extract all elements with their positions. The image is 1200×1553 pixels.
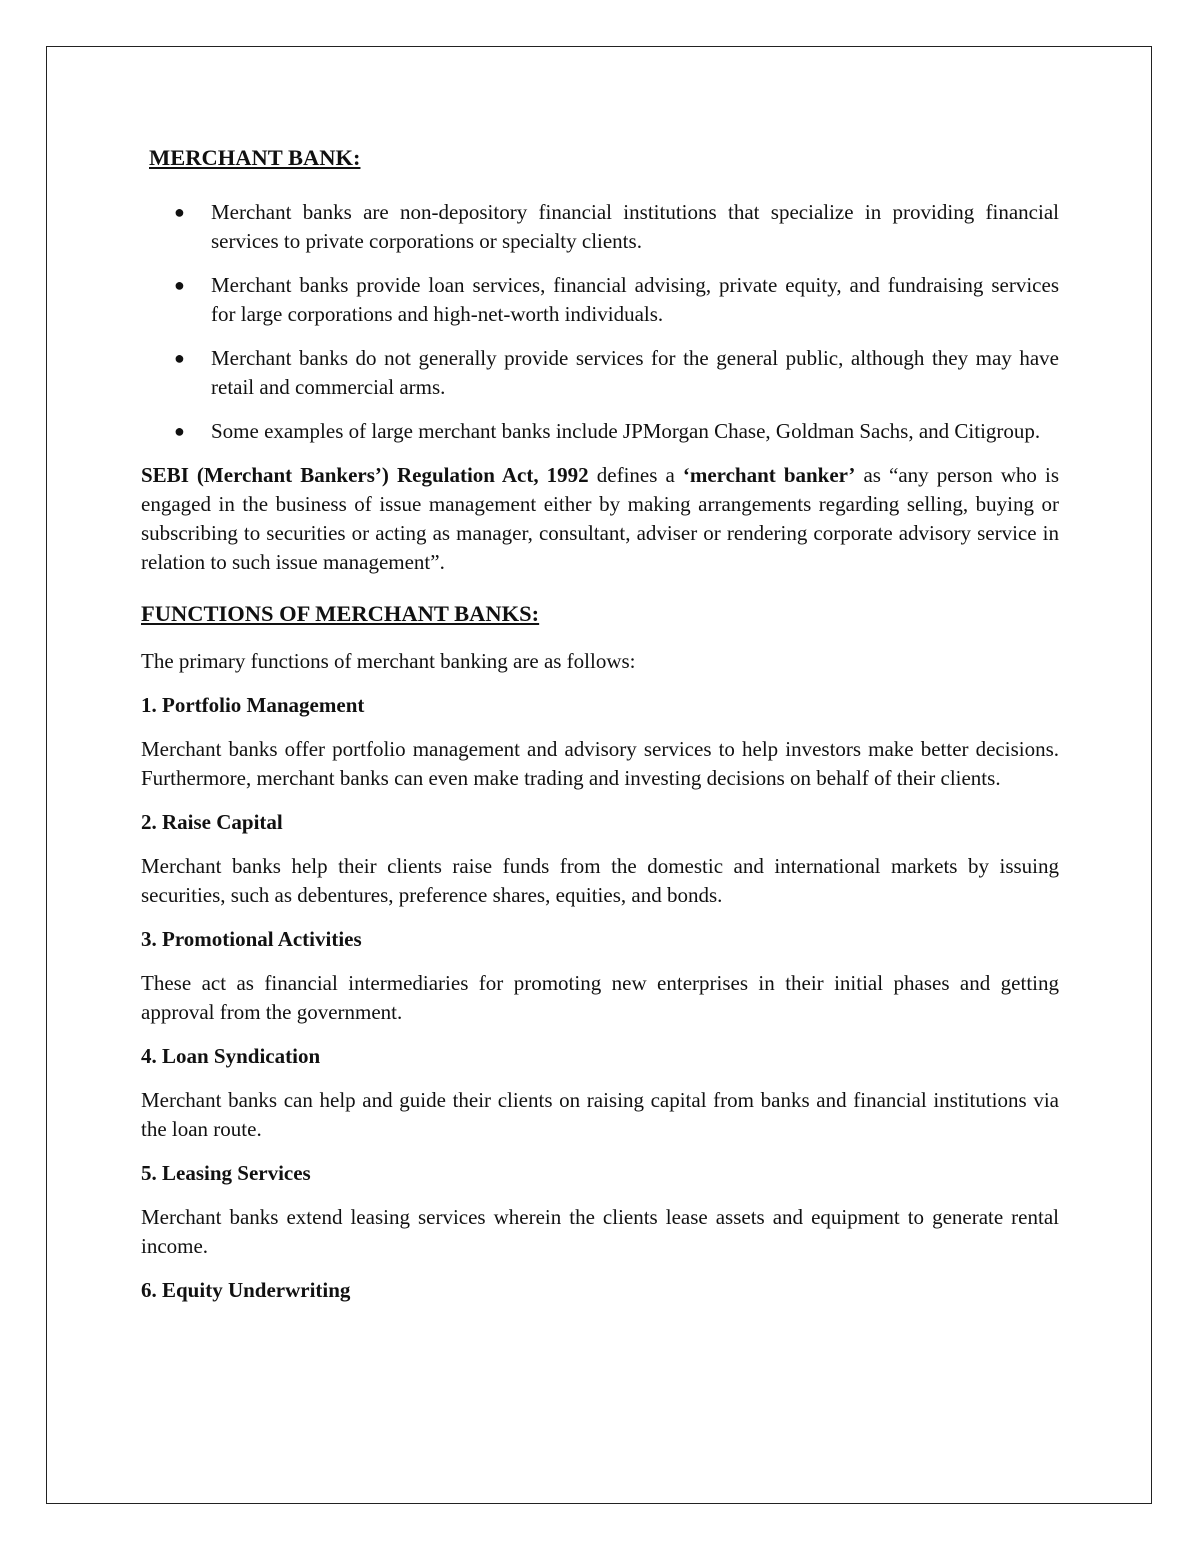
bullet-item [141,198,1059,256]
bullet-icon: ● [174,202,185,222]
functions-intro: The primary functions of merchant banking are as follows: [141,649,636,673]
act-name: SEBI (Merchant Bankers’) Regulation Act, 1992 [141,463,589,487]
bullet-item [141,417,1059,446]
function-body: Merchant banks can help and guide their clients on raising capital from banks and financial institutions via the loan route. [141,1088,1059,1141]
definition-paragraph [141,461,1059,577]
function-body: Merchant banks help their clients raise funds from the domestic and international markets by issuing securities, such as debentures, preference shares, equities, and bonds. [141,854,1059,907]
document-body [141,140,1059,1320]
bullet-icon: ● [174,348,185,368]
bullet-item [141,344,1059,402]
definition-text-1: defines a [588,463,683,487]
bullet-item [141,271,1059,329]
bullet-icon: ● [174,275,185,295]
defined-term: ‘merchant banker’ [682,463,856,487]
definition-text-2: as “any person who is engaged in the business of issue management either by making arrangements regarding selling, buying or subscribing to securities or acting as manager, consultant, adviser or rendering corporate advisory service in relation to such issue management”. [141,463,1060,574]
function-title: 2. Raise Capital [141,810,283,834]
function-body: Merchant banks extend leasing services wherein the clients lease assets and equipment to generate rental income. [141,1205,1059,1258]
bullet-text: Merchant banks provide loan services, financial advising, private equity, and fundraising services for large corporations and high-net-worth individuals. [211,273,1059,326]
bullet-icon: ● [174,421,185,441]
function-body: Merchant banks offer portfolio management and advisory services to help investors make better decisions. Furthermore, merchant banks can even make trading and investing decisions on behalf of their clients. [141,737,1059,790]
function-title: 6. Equity Underwriting [141,1278,351,1302]
function-title: 4. Loan Syndication [141,1044,321,1068]
bullet-text: Some examples of large merchant banks include JPMorgan Chase, Goldman Sachs, and Citigroup. [211,419,1041,443]
function-title: 5. Leasing Services [141,1161,311,1185]
heading-functions: FUNCTIONS OF MERCHANT BANKS: [141,601,540,626]
heading-merchant-bank: MERCHANT BANK: [149,145,361,170]
function-title: 3. Promotional Activities [141,927,362,951]
bullet-text: Merchant banks are non-depository financial institutions that specialize in providing financial services to private corporations or specialty clients. [211,200,1059,253]
bullet-text: Merchant banks do not generally provide services for the general public, although they may have retail and commercial arms. [211,346,1059,399]
function-body: These act as financial intermediaries for promoting new enterprises in their initial phases and getting approval from the government. [141,971,1059,1024]
bullet-list [141,198,1059,446]
function-title: 1. Portfolio Management [141,693,365,717]
